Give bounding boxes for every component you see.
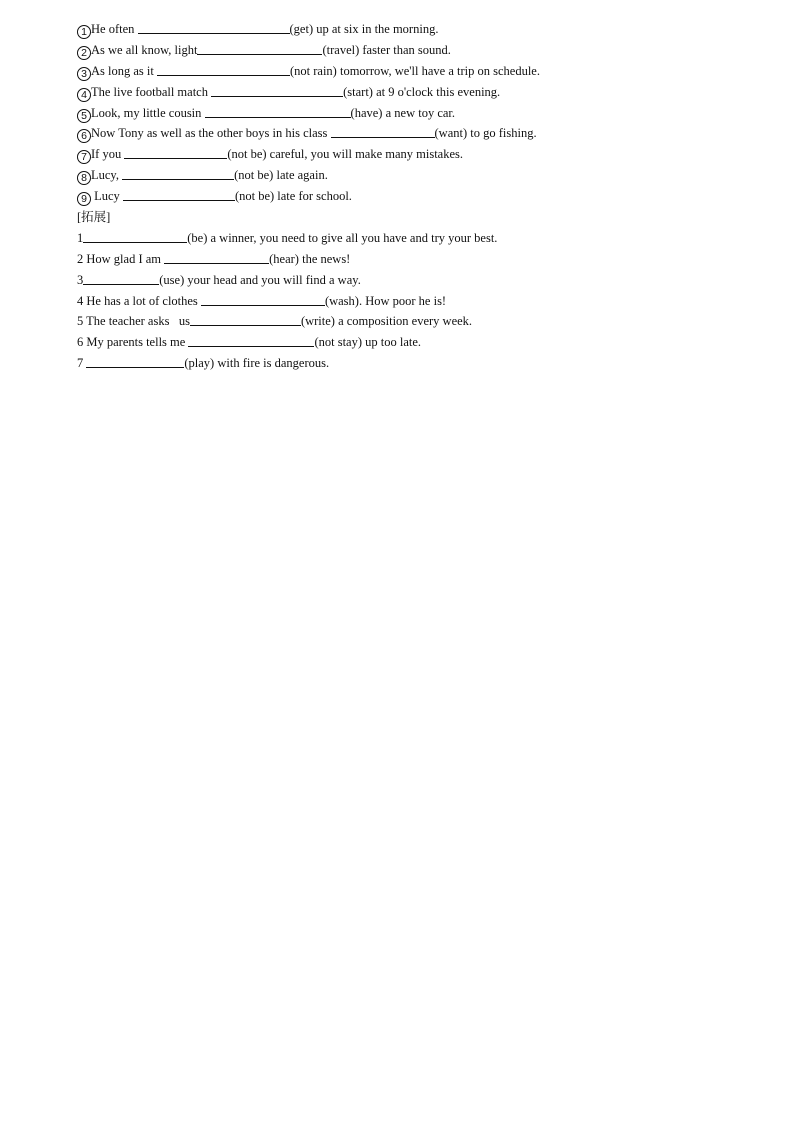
item-text: 1 [77, 230, 84, 245]
item-hint: (have) a new toy car. [350, 105, 456, 120]
exercise-item-2 [77, 40, 717, 61]
exercise-item-5 [77, 103, 717, 124]
item-text: 6 My parents tells me [77, 335, 189, 350]
answer-blank[interactable] [138, 21, 290, 34]
item-hint: (want) to go fishing. [434, 126, 537, 141]
circled-number: 8 [77, 171, 91, 185]
item-text: If you [91, 147, 125, 162]
exercise-item-9 [77, 186, 717, 207]
answer-blank[interactable] [211, 84, 343, 97]
exercise-item-6 [77, 123, 717, 144]
item-hint: (not be) late again. [234, 168, 328, 183]
item-text: Lucy [91, 189, 123, 204]
answer-blank[interactable] [124, 146, 227, 159]
answer-blank[interactable] [122, 167, 234, 180]
extension-item-2 [77, 249, 717, 270]
circled-number: 2 [77, 46, 91, 60]
worksheet-content [77, 19, 717, 374]
item-text: 2 How glad I am [77, 251, 165, 266]
item-text: As we all know, light [91, 42, 198, 57]
item-hint: (use) your head and you will find a way. [159, 272, 361, 287]
item-hint: (hear) the news! [269, 251, 351, 266]
item-text: As long as it [91, 63, 157, 78]
item-text: Look, my little cousin [91, 105, 205, 120]
item-hint: (not stay) up too late. [314, 335, 422, 350]
item-hint: (start) at 9 o'clock this evening. [343, 84, 501, 99]
item-text: He often [91, 22, 138, 36]
answer-blank[interactable] [157, 63, 290, 76]
answer-blank[interactable] [86, 355, 184, 368]
item-hint: (be) a winner, you need to give all you have and try your best. [187, 230, 498, 245]
extension-item-5 [77, 311, 717, 332]
answer-blank[interactable] [83, 230, 187, 243]
section-heading: [拓展] [77, 210, 111, 225]
answer-blank[interactable] [83, 272, 159, 285]
exercise-item-4 [77, 82, 717, 103]
item-hint: (not be) late for school. [234, 189, 352, 204]
item-text: 3 [77, 272, 84, 287]
item-text: The live football match [91, 84, 212, 99]
circled-number: 4 [77, 88, 91, 102]
exercise-item-1 [77, 19, 717, 40]
extension-item-4 [77, 291, 717, 312]
extension-item-7 [77, 353, 717, 374]
circled-number: 6 [77, 129, 91, 143]
item-hint: (play) with fire is dangerous. [184, 356, 330, 371]
item-text: 4 He has a lot of clothes [77, 293, 201, 308]
answer-blank[interactable] [201, 293, 325, 306]
answer-blank[interactable] [123, 188, 235, 201]
extension-item-1 [77, 228, 717, 249]
circled-number: 9 [77, 192, 91, 206]
answer-blank[interactable] [197, 42, 322, 55]
item-hint: (not be) careful, you will make many mistakes. [227, 147, 464, 162]
answer-blank[interactable] [188, 334, 314, 347]
extension-item-3 [77, 270, 717, 291]
circled-number: 7 [77, 150, 91, 164]
answer-blank[interactable] [190, 313, 301, 326]
item-text: Lucy, [91, 168, 123, 183]
item-text: Now Tony as well as the other boys in his class [91, 126, 331, 141]
item-text: 7 [77, 356, 87, 371]
item-hint: (write) a composition every week. [300, 314, 473, 329]
circled-number: 3 [77, 67, 91, 81]
answer-blank[interactable] [331, 125, 435, 138]
extension-item-6 [77, 332, 717, 353]
circled-number: 1 [77, 25, 91, 39]
item-hint: (travel) faster than sound. [322, 42, 451, 57]
circled-number: 5 [77, 109, 91, 123]
item-hint: (get) up at six in the morning. [289, 22, 439, 36]
exercise-item-7 [77, 144, 717, 165]
item-hint: (wash). How poor he is! [324, 293, 447, 308]
answer-blank[interactable] [205, 105, 351, 118]
item-text: 5 The teacher asks us [77, 314, 190, 329]
exercise-item-8 [77, 165, 717, 186]
exercise-item-3 [77, 61, 717, 82]
answer-blank[interactable] [164, 251, 269, 264]
item-hint: (not rain) tomorrow, we'll have a trip on schedule. [289, 63, 540, 78]
